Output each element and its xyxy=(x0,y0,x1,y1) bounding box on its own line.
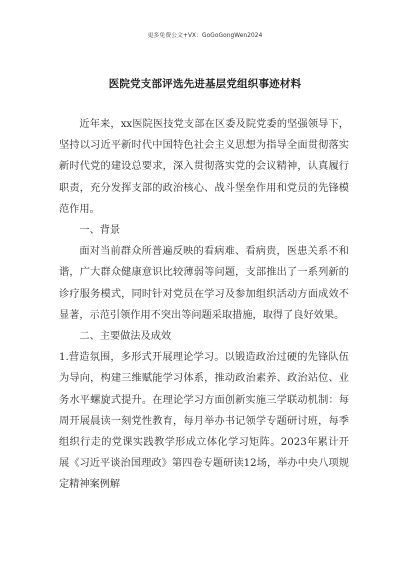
intro-paragraph: 近年来，xx医院医技党支部在区委及院党委的坚强领导下，坚持以习近平新时代中国特色社会主义思想为指导全面贯彻落实新时代党的建设总要求，深入贯彻落实党的会议精神，认真履行职责，充分发挥支部的政治核心、战斗堡垒作用和党员的先锋模范作用。 xyxy=(59,119,349,215)
background-paragraph: 面对当前群众所普遍反映的看病难、看病贵，医患关系不和谐，广大群众健康意识比较薄弱等问题，支部推出了一系列新的诊疗服务模式，同时针对党员在学习及参加组织活动方面成效不显著，示范引领作用不突出等问题采取措施，取得了良好效果。 xyxy=(59,246,349,321)
document-body xyxy=(59,114,349,496)
practice-item-1: 1.营造氛围，多形式开展理论学习。以锻造政治过硬的先锋队伍为导向，构建三维赋能学习体系，推动政治素养、政治站位、业务水平螺旋式提升。在理论学习方面创新实施三学联动机制：每周开展晨读一刻党性教育，每月举办书记领学专题研讨班，每季组织行走的党课实践教学形成立体化学习矩阵。2023年累计开展《习近平谈治国理政》第四卷专题研读12场，举办中央八项规定精神案例解 xyxy=(59,352,349,491)
section-heading-background: 一、背景 xyxy=(79,225,121,237)
section-heading-practices: 二、主要做法及成效 xyxy=(79,331,172,343)
document-title: 医院党支部评选先进基层党组织事迹材料 xyxy=(108,78,302,90)
header-note: 更多免费公文+VX：GoGoGongWen2024 xyxy=(147,33,263,39)
